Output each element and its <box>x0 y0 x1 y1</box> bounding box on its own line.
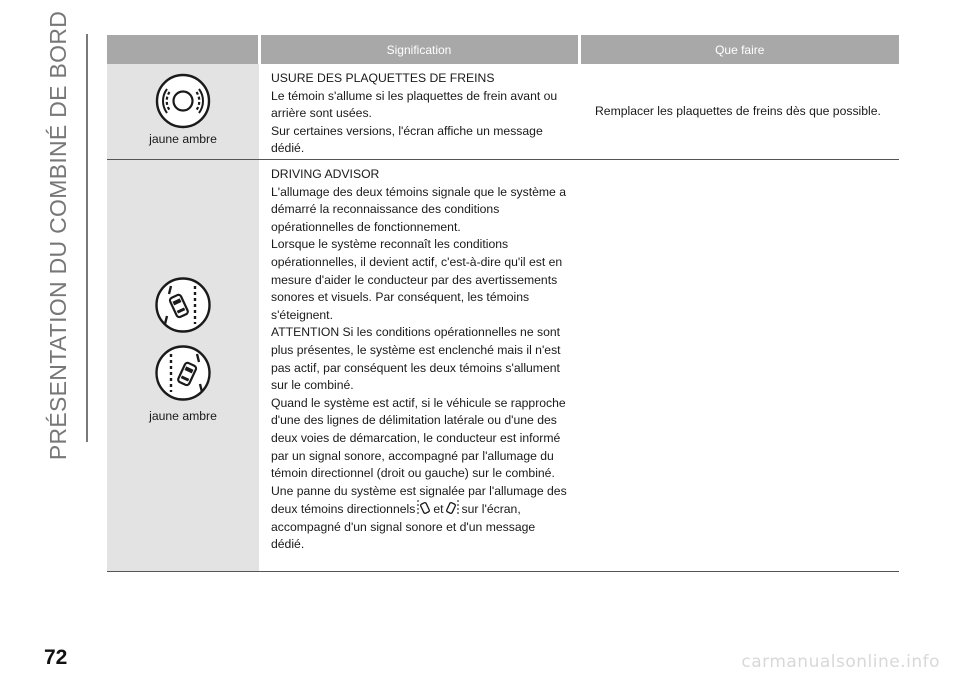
meaning-line: témoin directionnel (droit ou gauche) sur le combiné. <box>271 466 555 481</box>
icon-color-label: jaune ambre <box>149 408 217 423</box>
icon-cell <box>107 160 259 572</box>
action-cell <box>579 64 899 160</box>
icon-cell <box>107 64 259 160</box>
meaning-line: sonores et visuels. Par conséquent, les témoins <box>271 290 530 305</box>
lane-departure-left-icon <box>154 276 212 334</box>
meaning-line: opérationnelles de fonctionnement. <box>271 219 461 234</box>
meaning-line: opérationnelles, il devient actif, c'est-à-dire qu'il est en <box>271 254 563 269</box>
meaning-line: plus présentes, le système est enclenché mais il n'est <box>271 342 561 357</box>
meaning-line: sur le combiné. <box>271 378 354 393</box>
inline-text: sur l'écran, <box>461 502 521 517</box>
meaning-line: dédié. <box>271 141 305 156</box>
meaning-line: démarré la reconnaissance des conditions <box>271 202 500 217</box>
meaning-line: par un signal sonore, accompagné par l'allumage du <box>271 448 554 463</box>
meaning-line: DRIVING ADVISOR <box>271 167 380 181</box>
section-divider <box>86 34 88 442</box>
meaning-line: s'éteignent. <box>271 307 333 322</box>
meaning-line: ATTENTION Si les conditions opérationnelles ne sont <box>271 325 561 340</box>
meaning-line: Sur certaines versions, l'écran affiche un message <box>271 123 543 138</box>
meaning-line-inline-icons <box>271 500 571 519</box>
meaning-line: Lorsque le système reconnaît les conditions <box>271 237 509 252</box>
meaning-line: Le témoin s'allume si les plaquettes de frein avant ou <box>271 88 558 103</box>
icon-color-label: jaune ambre <box>149 132 217 146</box>
action-text: Remplacer les plaquettes de freins dès que possible. <box>595 103 881 118</box>
lane-departure-right-inline-icon <box>445 500 459 516</box>
header-meaning: Signification <box>259 35 579 64</box>
brake-pad-wear-icon <box>155 73 211 129</box>
section-title-vertical <box>34 10 84 460</box>
lane-departure-left-inline-icon <box>417 500 431 516</box>
meaning-line: deux voies de démarcation, le conducteur est informé <box>271 430 561 445</box>
table-row <box>107 64 899 160</box>
meaning-line: mesure d'aider le conducteur par des avertissements <box>271 272 558 287</box>
section-title-text: PRÉSENTATION DU COMBINÉ DE BORD <box>45 10 72 460</box>
meaning-line: Quand le système est actif, si le véhicule se rapproche <box>271 395 566 410</box>
lane-departure-right-icon <box>154 344 212 402</box>
watermark-text: carmanualsonline.info <box>741 652 940 672</box>
header-action: Que faire <box>579 35 899 64</box>
inline-text: et <box>433 502 444 517</box>
inline-text: deux témoins directionnels <box>271 502 416 517</box>
table-row <box>107 160 899 572</box>
action-cell <box>579 160 899 572</box>
meaning-line: USURE DES PLAQUETTES DE FREINS <box>271 71 495 85</box>
page-number: 72 <box>44 646 68 669</box>
meaning-line: dédié. <box>271 537 305 552</box>
meaning-line: arrière sont usées. <box>271 106 372 121</box>
meaning-cell <box>259 64 579 160</box>
header-icon <box>107 35 259 64</box>
warning-lights-table <box>107 35 899 572</box>
meaning-line: L'allumage des deux témoins signale que le système a <box>271 184 566 199</box>
meaning-cell <box>259 160 579 572</box>
table-header-row <box>107 35 899 64</box>
meaning-line: d'une des lignes de délimitation latérale ou d'une des <box>271 413 557 428</box>
meaning-line: accompagné d'un signal sonore et d'un message <box>271 519 536 534</box>
meaning-line: pas actif, par conséquent les deux témoins s'allument <box>271 360 560 375</box>
meaning-line: Une panne du système est signalée par l'allumage des <box>271 483 567 498</box>
